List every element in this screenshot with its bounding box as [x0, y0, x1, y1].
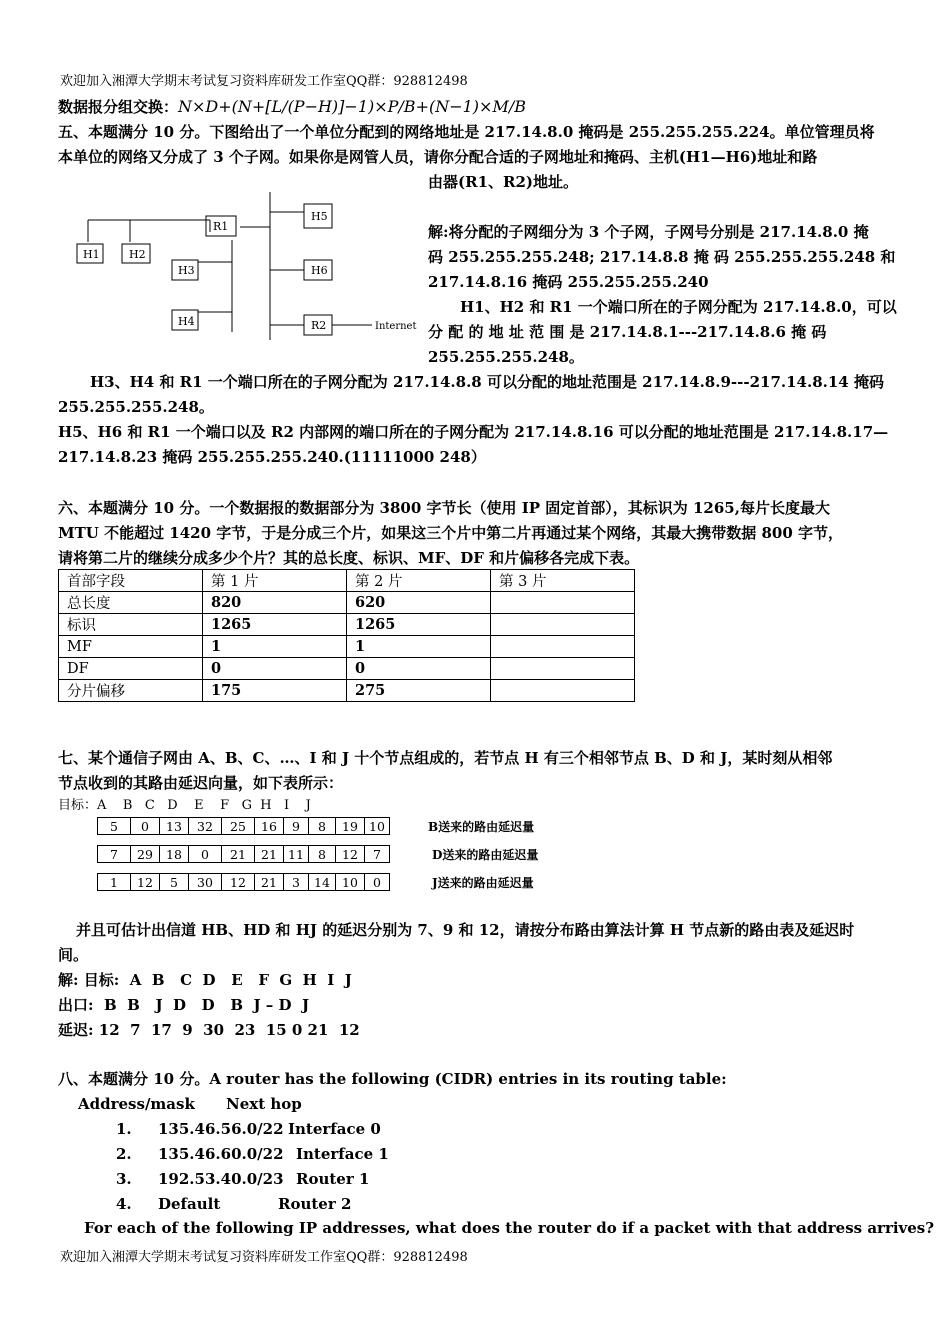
table-cell: 620 — [347, 592, 491, 614]
q8-question: For each of the following IP addresses, what does the router do if a packet with that address arrives? — [84, 1219, 935, 1237]
vector-cell: 1 — [98, 874, 131, 891]
route-entry-number: 1. — [116, 1120, 132, 1138]
vector-cell: 21 — [255, 846, 284, 863]
vector-cell: 12 — [222, 874, 255, 891]
q5-line1: 五、本题满分 10 分。下图给出了一个单位分配到的网络地址是 217.14.8.0 掩码是 255.255.255.224。单位管理员将 — [58, 123, 875, 141]
route-entry-address: 192.53.40.0/23 — [158, 1170, 284, 1188]
q5-ans1: 解:将分配的子网细分为 3 个子网，子网号分别是 217.14.8.0 掩 — [428, 223, 869, 241]
route-entry-address: 135.46.60.0/22 — [158, 1145, 284, 1163]
internet-label: Internet — [375, 321, 417, 332]
host-h1: H1 — [83, 248, 100, 261]
vector-cell: 8 — [309, 818, 336, 835]
q5-ans7: H3、H4 和 R1 一个端口所在的子网分配为 217.14.8.8 可以分配的地址范围是 217.14.8.9---217.14.8.14 掩码 — [90, 373, 884, 391]
route-entry-next-hop: Router 1 — [296, 1170, 370, 1188]
table-row — [98, 846, 390, 863]
vector-cell: 0 — [189, 846, 222, 863]
table-cell: 175 — [203, 680, 347, 702]
vector-cell: 30 — [189, 874, 222, 891]
q7-line1: 七、某个通信子网由 A、B、C、…、I 和 J 十个节点组成的，若节点 H 有三个相邻节点 B、D 和 J，某时刻从相邻 — [58, 749, 833, 767]
table-cell: 275 — [347, 680, 491, 702]
table-row — [59, 658, 635, 680]
fragment-table — [58, 569, 635, 702]
table-cell: 1265 — [203, 614, 347, 636]
vector-cell: 21 — [222, 846, 255, 863]
table-cell: DF — [59, 658, 203, 680]
table-row — [59, 680, 635, 702]
q8-col-address: Address/mask — [78, 1095, 195, 1113]
q8-line1: 八、本题满分 10 分。A router has the following (CIDR) entries in its routing table: — [58, 1070, 727, 1088]
table-cell — [491, 680, 635, 702]
vector-cell: 14 — [309, 874, 336, 891]
vector-cell: 25 — [222, 818, 255, 835]
q7-ans3: 延迟: 12 7 17 9 30 23 15 0 21 12 — [58, 1021, 360, 1039]
q5-ans10: 217.14.8.23 掩码 255.255.255.240.(11111000 248） — [58, 448, 486, 466]
vector-label: J送来的路由延迟量 — [432, 876, 534, 890]
table-cell: 1 — [347, 636, 491, 658]
table-cell — [491, 614, 635, 636]
vector-cell: 10 — [365, 818, 390, 835]
host-h3: H3 — [178, 264, 195, 277]
q7-ans2: 出口: B B J D D B J – D J — [58, 996, 310, 1014]
host-h2: H2 — [129, 248, 146, 261]
formula: N×D+(N+[L/(P−H)]−1)×P/B+(N−1)×M/B — [178, 97, 526, 116]
vector-label: D送来的路由延迟量 — [432, 848, 539, 862]
q5-ans6: 255.255.255.248。 — [428, 348, 584, 366]
table-cell — [491, 592, 635, 614]
q5-ans2: 码 255.255.255.248; 217.14.8.8 掩 码 255.255.255.248 和 — [428, 248, 896, 266]
host-h5: H5 — [311, 210, 328, 223]
vector-cell: 11 — [284, 846, 309, 863]
vector-cell: 16 — [255, 818, 284, 835]
vector-cell: 7 — [98, 846, 131, 863]
network-diagram — [70, 190, 420, 350]
route-entry-next-hop: Interface 0 — [288, 1120, 381, 1138]
table-row — [59, 592, 635, 614]
vector-cell: 12 — [336, 846, 365, 863]
q7-ans1: 解: 目标: A B C D E F G H I J — [58, 971, 352, 989]
q6-line3: 请将第二片的继续分成多少个片？其的总长度、标识、MF、DF 和片偏移各完成下表。 — [58, 549, 640, 567]
route-entry-address: Default — [158, 1195, 221, 1213]
table-cell: 0 — [203, 658, 347, 680]
delay-vector-table — [97, 845, 390, 863]
vector-cell: 21 — [255, 874, 284, 891]
table-row — [59, 614, 635, 636]
table-cell: 1 — [203, 636, 347, 658]
vector-cell: 5 — [160, 874, 189, 891]
q6-line2: MTU 不能超过 1420 字节，于是分成三个片，如果这三个片中第二片再通过某个网络，其最大携带数据 800 字节， — [58, 524, 844, 542]
q5-ans4: H1、H2 和 R1 一个端口所在的子网分配为 217.14.8.0，可以 — [460, 298, 897, 316]
table-row — [98, 874, 390, 891]
vector-cell: 0 — [365, 874, 390, 891]
q6-line1: 六、本题满分 10 分。一个数据报的数据部分为 3800 字节长（使用 IP 固定首部），其标识为 1265,每片长度最大 — [58, 499, 830, 517]
table-header-row — [59, 570, 635, 592]
vector-cell: 5 — [98, 818, 131, 835]
q8-col-next: Next hop — [226, 1095, 302, 1113]
table-cell: 第 1 片 — [203, 570, 347, 592]
route-entry-number: 4. — [116, 1195, 132, 1213]
table-cell: 第 3 片 — [491, 570, 635, 592]
vector-cell: 9 — [284, 818, 309, 835]
formula-label: 数据报分组交换： — [58, 98, 179, 116]
table-cell — [491, 658, 635, 680]
table-cell — [491, 636, 635, 658]
q5-line3: 由器(R1、R2)地址。 — [428, 173, 579, 191]
router-r2: R2 — [311, 319, 327, 332]
q7-target-label: 目标：A B C D E F G H I J — [58, 798, 311, 813]
table-cell: MF — [59, 636, 203, 658]
table-cell: 1265 — [347, 614, 491, 636]
vector-cell: 29 — [131, 846, 160, 863]
vector-label: B送来的路由延迟量 — [428, 820, 535, 834]
delay-vector-table — [97, 873, 390, 891]
table-cell: 首部字段 — [59, 570, 203, 592]
page-header: 欢迎加入湘潭大学期末考试复习资料库研发工作室QQ群：928812498 — [60, 74, 468, 89]
q5-ans3: 217.14.8.16 掩码 255.255.255.240 — [428, 273, 709, 291]
table-cell: 第 2 片 — [347, 570, 491, 592]
route-entry-next-hop: Router 2 — [278, 1195, 352, 1213]
page-footer: 欢迎加入湘潭大学期末考试复习资料库研发工作室QQ群：928812498 — [60, 1250, 468, 1265]
table-cell: 标识 — [59, 614, 203, 636]
table-row — [98, 818, 390, 835]
router-r1: R1 — [213, 220, 229, 233]
vector-cell: 18 — [160, 846, 189, 863]
vector-cell: 13 — [160, 818, 189, 835]
q7-line4: 间。 — [58, 946, 89, 964]
vector-cell: 7 — [365, 846, 390, 863]
table-row — [59, 636, 635, 658]
vector-cell: 0 — [131, 818, 160, 835]
vector-cell: 12 — [131, 874, 160, 891]
route-entry-number: 2. — [116, 1145, 132, 1163]
host-h4: H4 — [178, 315, 195, 328]
vector-cell: 10 — [336, 874, 365, 891]
q7-line3: 并且可估计出信道 HB、HD 和 HJ 的延迟分别为 7、9 和 12，请按分布路由算法计算 H 节点新的路由表及延迟时 — [76, 921, 855, 939]
table-cell: 分片偏移 — [59, 680, 203, 702]
table-cell: 0 — [347, 658, 491, 680]
route-entry-next-hop: Interface 1 — [296, 1145, 389, 1163]
route-entry-address: 135.46.56.0/22 — [158, 1120, 284, 1138]
vector-cell: 8 — [309, 846, 336, 863]
delay-vector-table — [97, 817, 390, 835]
vector-cell: 19 — [336, 818, 365, 835]
q5-ans9: H5、H6 和 R1 一个端口以及 R2 内部网的端口所在的子网分配为 217.14.8.16 可以分配的地址范围是 217.14.8.17— — [58, 423, 889, 441]
table-cell: 总长度 — [59, 592, 203, 614]
vector-cell: 32 — [189, 818, 222, 835]
host-h6: H6 — [311, 264, 328, 277]
formula-line — [58, 94, 526, 120]
q7-line2: 节点收到的其路由延迟向量，如下表所示： — [58, 774, 344, 792]
vector-cell: 3 — [284, 874, 309, 891]
q5-ans8: 255.255.255.248。 — [58, 398, 214, 416]
q5-ans5: 分 配 的 地 址 范 围 是 217.14.8.1---217.14.8.6 掩 码 — [428, 323, 827, 341]
route-entry-number: 3. — [116, 1170, 132, 1188]
table-cell: 820 — [203, 592, 347, 614]
q5-line2: 本单位的网络又分成了 3 个子网。如果你是网管人员，请你分配合适的子网地址和掩码、主机(H1—H6)地址和路 — [58, 148, 818, 166]
